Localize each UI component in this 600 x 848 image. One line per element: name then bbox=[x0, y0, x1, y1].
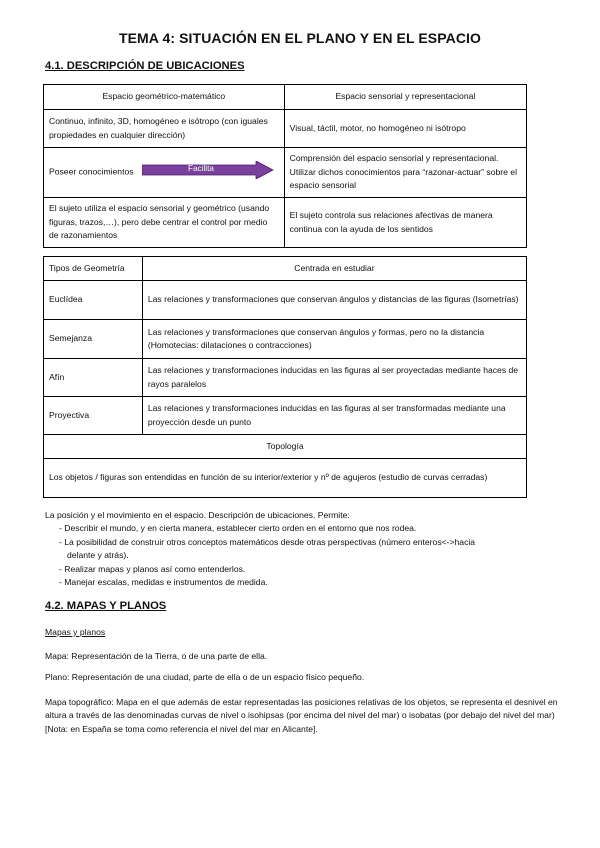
geometry-desc-semejanza: Las relaciones y transformaciones que conservan ángulos y formas, pero no la distancia (Homotecias: dilataciones o contracciones) bbox=[142, 320, 526, 359]
section-heading-1: 4.1. DESCRIPCIÓN DE UBICACIONES bbox=[45, 60, 245, 72]
list-item: - Manejar escalas, medidas e instrumentos de medida. bbox=[59, 577, 268, 588]
section-heading-2: 4.2. MAPAS Y PLANOS bbox=[45, 600, 167, 612]
knowledge-label: Poseer conocimientos bbox=[49, 166, 134, 177]
facilita-arrow bbox=[142, 161, 274, 184]
cell-subject-geometric: El sujeto utiliza el espacio sensorial y geométrico (usando figuras, trazos,…), pero debe centrar el control por medio de razonamientos bbox=[44, 198, 285, 248]
list-item: - Describir el mundo, y en cierta manera, establecer cierto orden en el entorno que nos rodea. bbox=[59, 523, 417, 534]
geometry-type-afin: Afín bbox=[44, 359, 143, 397]
cell-subject-sensorial: El sujeto controla sus relaciones afectivas de manera continua con la ayuda de los sentidos bbox=[284, 198, 526, 248]
geometry-desc-proyectiva: Las relaciones y transformaciones inducidas en las figuras al ser transformadas mediante una proyección desde un punto bbox=[142, 397, 526, 435]
cell-geometric-properties: Continuo, infinito, 3D, homogéneo e isótropo (con iguales propiedades en cualquier dirección) bbox=[44, 110, 285, 148]
geometry-type-proyectiva: Proyectiva bbox=[44, 397, 143, 435]
topology-description: Los objetos / figuras son entendidas en función de su interior/exterior y nº de agujeros (estudio de curvas cerradas) bbox=[44, 459, 527, 498]
page-title: TEMA 4: SITUACIÓN EN EL PLANO Y EN EL ESPACIO bbox=[118, 30, 482, 46]
geometry-desc-euclidea: Las relaciones y transformaciones que conservan ángulos y distancias de las figuras (Isometrías) bbox=[142, 281, 526, 320]
header-focus: Centrada en estudiar bbox=[142, 257, 526, 281]
header-topology: Topología bbox=[44, 435, 527, 459]
geometry-desc-afin: Las relaciones y transformaciones inducidas en las figuras al ser proyectadas mediante haces de rayos paralelos bbox=[142, 359, 526, 397]
list-item: - La posibilidad de construir otros conceptos matemáticos desde otras perspectivas (número enteros<->hacia bbox=[59, 536, 476, 547]
geometry-types-table bbox=[43, 256, 527, 498]
definition-mapa-topografico: Mapa topográfico: Mapa en el que además de estar representadas las posiciones relativas de los objetos, se representa el desnivel en altura a través de las denominadas curvas de nivel o isohipsas (por encima del nivel del mar) o isobatas (por debajo del nivel del mar) [Nota: en España se toma como referencia el nivel del mar en Alicante]. bbox=[45, 697, 558, 734]
subheading-maps-plans: Mapas y planos bbox=[45, 627, 106, 637]
header-geometry-types: Tipos de Geometría bbox=[44, 257, 143, 281]
geometry-type-euclidea: Euclídea bbox=[44, 281, 143, 320]
definition-plano: Plano: Representación de una ciudad, parte de ella o de un espacio físico pequeño. bbox=[45, 672, 365, 682]
cell-comprehension: Comprensión del espacio sensorial y representacional. Utilizar dichos conocimientos para “razonar-actuar” sobre el espacio sensorial bbox=[284, 148, 526, 198]
list-item: - Realizar mapas y planos así como entenderlos. bbox=[59, 563, 246, 574]
list-item-continuation: delante y atrás). bbox=[67, 550, 129, 561]
header-geometric-space: Espacio geométrico-matemático bbox=[44, 85, 285, 110]
position-movement-list bbox=[45, 509, 565, 589]
spaces-table bbox=[43, 84, 527, 248]
header-sensorial-space: Espacio sensorial y representacional bbox=[284, 85, 526, 110]
list-intro: La posición y el movimiento en el espacio. Descripción de ubicaciones. Permite: bbox=[45, 510, 350, 520]
definition-mapa: Mapa: Representación de la Tierra, o de una parte de ella. bbox=[45, 651, 268, 661]
cell-sensorial-properties: Visual, táctil, motor, no homogéneo ni isótropo bbox=[284, 110, 526, 148]
arrow-label: Facilita bbox=[187, 164, 214, 174]
cell-knowledge bbox=[44, 148, 285, 198]
geometry-type-semejanza: Semejanza bbox=[44, 320, 143, 359]
